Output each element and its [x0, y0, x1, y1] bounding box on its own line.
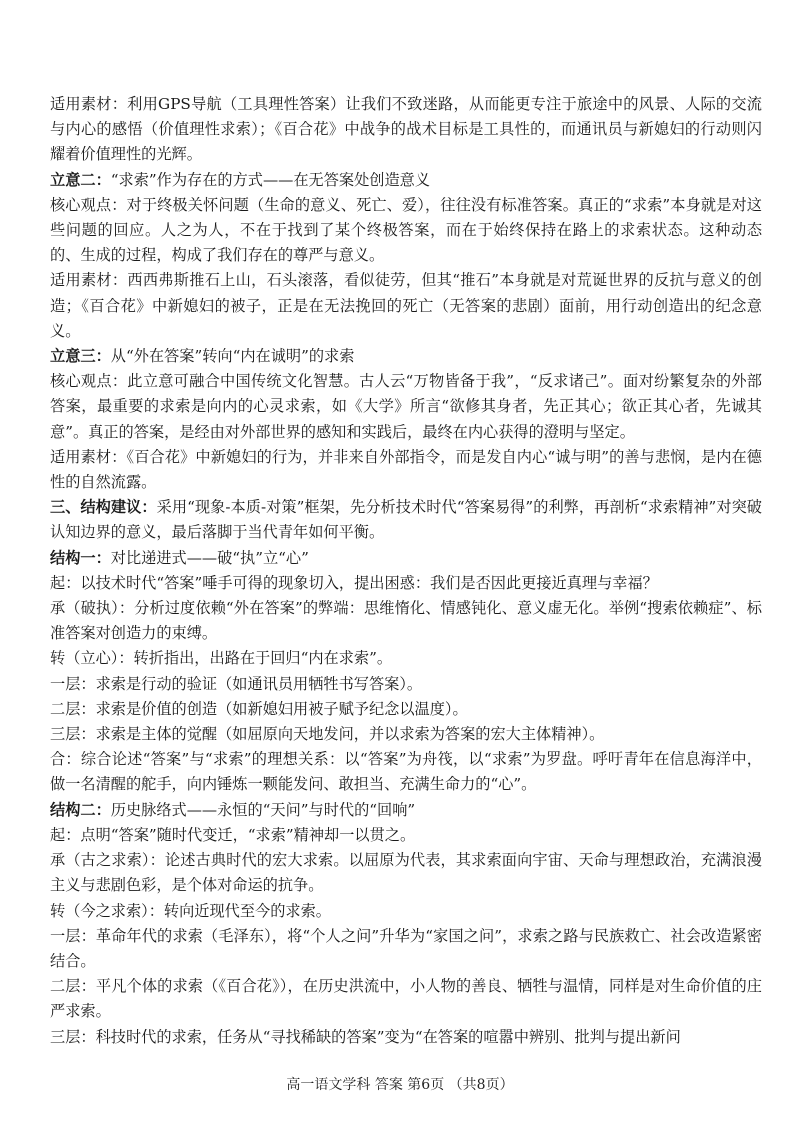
paragraph-21: 一层：革命年代的求索（毛泽东），将“个人之问”升华为“家国之问”，求索之路与民族救亡、社会改造紧密结合。	[50, 926, 762, 970]
paragraph-3: 核心观点：对于终极关怀问题（生命的意义、死亡、爱），往往没有标准答案。真正的“求索”本身就是对这些问题的回应。人之为人，不在于找到了某个终极答案，而在于始终保持在路上的求索状态。这种动态的、生成的过程，构成了我们存在的尊严与意义。	[50, 195, 762, 265]
paragraph-23: 三层：科技时代的求索，任务从“寻找稀缺的答案”变为“在答案的喧嚣中辨别、批判与提出新问	[50, 1027, 681, 1046]
paragraph-8: 三、结构建议：采用“现象-本质-对策”框架，先分析技术时代“答案易得”的利弊，再剖析“求索精神”对突破认知边界的意义，最后落脚于当代青年如何平衡。	[50, 498, 762, 542]
paragraph-18: 起：点明“答案”随时代变迁，“求索”精神却一以贯之。	[50, 825, 416, 844]
paragraph-14: 二层：求索是价值的创造（如新媳妇用被子赋予纪念以温度）。	[50, 699, 468, 718]
paragraph-2: 立意二：“求索”作为存在的方式——在无答案处创造意义	[50, 170, 431, 189]
paragraph-13: 一层：求索是行动的验证（如通讯员用牺牲书写答案）。	[50, 674, 423, 693]
paragraph-16: 合：综合论述“答案”与“求索”的理想关系：以“答案”为舟筏，以“求索”为罗盘。呼吁青年在信息海洋中，做一名清醒的舵手，向内锤炼一颗能发问、敢担当、充满生命力的“心”。	[50, 750, 762, 794]
page-footer: 高一语文学科 答案 第6页 （共8页）	[286, 1077, 514, 1093]
paragraph-10: 起：以技术时代“答案”唾手可得的现象切入，提出困惑：我们是否因此更接近真理与幸福？	[50, 573, 658, 592]
paragraph-12: 转（立心）：转折指出，出路在于回归“内在求索”。	[50, 649, 393, 668]
paragraph-17: 结构二：历史脉络式——永恒的“天问”与时代的“回响”	[50, 800, 416, 819]
paragraph-7: 适用素材：《百合花》中新媳妇的行为，并非来自外部指令，而是发自内心“诚与明”的善与悲悯，是内在德性的自然流露。	[50, 447, 762, 492]
paragraph-4: 适用素材：西西弗斯推石上山，石头滚落，看似徒劳，但其“推石”本身就是对荒诞世界的反抗与意义的创造；《百合花》中新媳妇的被子，正是在无法挽回的死亡（无答案的悲剧）面前，用行动创造出的纪念意义。	[50, 271, 762, 340]
paragraph-6: 核心观点：此立意可融合中国传统文化智慧。古人云“万物皆备于我”，“反求诸己”。面对纷繁复杂的外部答案，最重要的求索是向内的心灵求索，如《大学》所言“欲修其身者，先正其心；欲正其心者，先诚其意”。真正的答案，是经由对外部世界的感知和实践后，最终在内心获得的澄明与坚定。	[50, 372, 762, 441]
paragraph-15: 三层：求索是主体的觉醒（如屈原向天地发问，并以求索为答案的宏大主体精神）。	[50, 725, 605, 744]
paragraph-5: 立意三：从“外在答案”转向“内在诚明”的求索	[50, 347, 355, 366]
paragraph-1: 适用素材：利用GPS导航（工具理性答案）让我们不致迷路，从而能更专注于旅途中的风景、人际的交流与内心的感悟（价值理性求索）；《百合花》中战争的战术目标是工具性的，而通讯员与新媳妇的行动则闪耀着价值理性的光辉。	[50, 95, 762, 164]
paragraph-19: 承（古之求索）：论述古典时代的宏大求索。以屈原为代表，其求索面向宇宙、天命与理想政治，充满浪漫主义与悲剧色彩，是个体对命运的抗争。	[50, 851, 762, 895]
document-body	[50, 92, 762, 1050]
paragraph-22: 二层：平凡个体的求索（《百合花》），在历史洪流中，小人物的善良、牺牲与温情，同样是对生命价值的庄严求索。	[50, 977, 762, 1021]
paragraph-11: 承（破执）：分析过度依赖“外在答案”的弊端：思维惰化、情感钝化、意义虚无化。举例“搜索依赖症”、标准答案对创造力的束缚。	[50, 599, 762, 643]
paragraph-9: 结构一：对比递进式——破“执”立“心”	[50, 548, 309, 567]
paragraph-20: 转（今之求索）：转向近现代至今的求索。	[50, 901, 331, 920]
